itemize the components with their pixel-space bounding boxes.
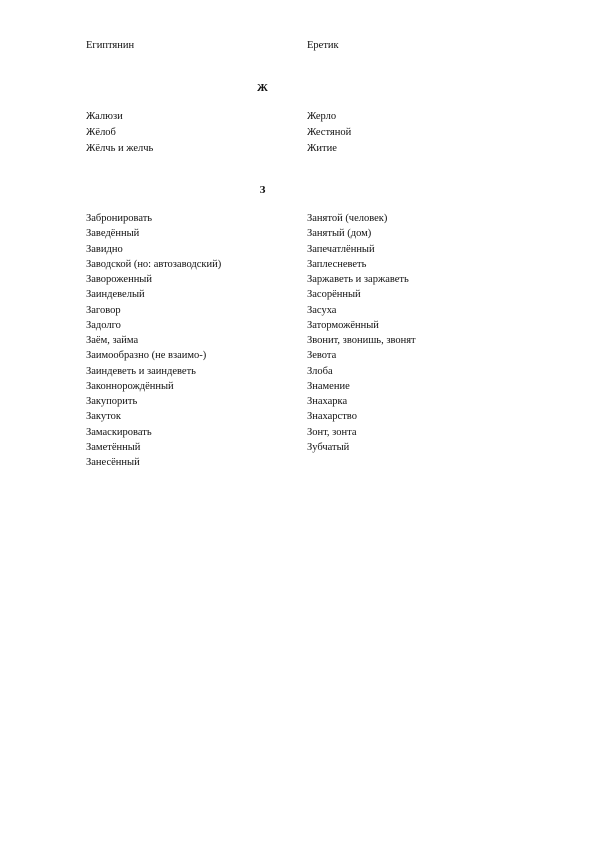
- dictionary-word: Запечатлённый: [307, 243, 375, 255]
- dictionary-word: Зубчатый: [307, 441, 350, 453]
- dictionary-word: Закупорить: [86, 396, 138, 407]
- dictionary-word: Заимообразно (не взаимо-): [86, 350, 207, 362]
- dictionary-word: Заводской (но: автозаводский): [86, 258, 222, 270]
- dictionary-word: Заплесневеть: [307, 258, 367, 270]
- dictionary-word: Жёлчь и желчь: [86, 143, 154, 154]
- dictionary-word: Заметённый: [86, 441, 141, 453]
- dictionary-word: Закуток: [86, 411, 121, 423]
- dictionary-word: Заиндеветь и заиндеветь: [86, 365, 196, 377]
- dictionary-word: Занесённый: [86, 457, 140, 468]
- dictionary-word: Заржаветь и заржаветь: [307, 274, 409, 285]
- word-right-top: Еретик: [307, 40, 339, 51]
- dictionary-word: Житие: [307, 143, 337, 154]
- dictionary-word: Засуха: [307, 304, 337, 316]
- dictionary-word: Жёлоб: [86, 127, 116, 138]
- dictionary-word: Знахарка: [307, 396, 348, 407]
- word-left-top: Египтянин: [86, 40, 135, 51]
- dictionary-word: Заведённый: [86, 228, 140, 240]
- dictionary-word: Завидно: [86, 243, 123, 255]
- dictionary-word: Занятой (человек): [307, 213, 388, 224]
- dictionary-word: Законнорождённый: [86, 380, 174, 392]
- dictionary-word: Замаскировать: [86, 426, 152, 438]
- dictionary-word: Заём, займа: [86, 335, 139, 346]
- dictionary-word: Заговор: [86, 304, 121, 316]
- dictionary-word: Заторможённый: [307, 319, 379, 331]
- dictionary-word: Зонт, зонта: [307, 426, 357, 438]
- dictionary-word: Зевота: [307, 350, 337, 362]
- dictionary-word: Жалюзи: [86, 111, 123, 122]
- section-heading-zh: Ж: [257, 82, 268, 94]
- dictionary-word: Жерло: [307, 111, 337, 122]
- dictionary-word: Забронировать: [86, 213, 153, 224]
- dictionary-word: Знамение: [307, 380, 350, 392]
- dictionary-word: Задолго: [86, 319, 121, 331]
- section-heading-z: З: [259, 184, 266, 196]
- dictionary-word: Злоба: [307, 365, 333, 377]
- dictionary-word: Жестяной: [307, 127, 352, 138]
- dictionary-word: Заиндевелый: [86, 289, 145, 301]
- dictionary-word: Знахарство: [307, 411, 357, 423]
- dictionary-word: Завороженный: [86, 274, 152, 285]
- dictionary-word: Засорённый: [307, 289, 361, 301]
- dictionary-word: Занятый (дом): [307, 228, 372, 240]
- dictionary-word: Звонит, звонишь, звонят: [307, 335, 416, 346]
